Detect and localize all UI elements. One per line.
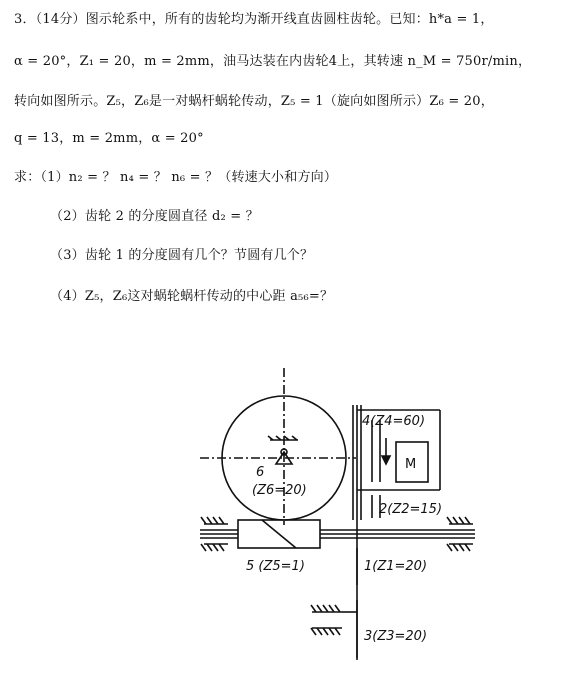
problem-line-2: α = 20°，Z₁ = 20，m = 2mm，油马达装在内齿轮4上，其转速 n_M = 750r/min， <box>14 54 532 69</box>
worm5-label: 5 (Z5=1) <box>246 559 305 574</box>
pivot-support-icon <box>268 436 298 464</box>
gear3-label: 3(Z3=20) <box>364 629 428 644</box>
gear4-label: 4(Z4=60) <box>362 414 426 429</box>
motor-label: M <box>405 457 417 472</box>
gear2-label: 2(Z2=15) <box>379 502 443 517</box>
question-3: （3）齿轮 1 的分度圆有几个？节圆有几个？ <box>50 248 314 263</box>
question-1: 求：（1）n₂ = ？ n₄ = ？ n₆ = ？（转速大小和方向） <box>14 170 338 185</box>
gear6-number-label: 6 <box>256 465 265 480</box>
gear6-teeth-label: (Z6=20) <box>252 483 307 498</box>
gear1-label: 1(Z1=20) <box>364 559 428 574</box>
problem-line-1: 3．（14分）图示轮系中，所有的齿轮均为渐开线直齿圆柱齿轮。已知：h*a = 1， <box>14 12 494 27</box>
ground-support-icon <box>311 605 357 635</box>
worm-thread-line <box>262 520 296 548</box>
question-2: （2）齿轮 2 的分度圆直径 d₂ = ？ <box>50 209 259 224</box>
problem-line-4: q = 13，m = 2mm，α = 20° <box>14 131 204 146</box>
question-4: （4）Z₅，Z₆这对蜗轮蜗杆传动的中心距 a₅₆=？ <box>50 289 334 304</box>
problem-line-3: 转向如图所示。Z₅，Z₆是一对蜗杆蜗轮传动，Z₅ = 1（旋向如图所示）Z₆ = 20， <box>14 94 494 109</box>
